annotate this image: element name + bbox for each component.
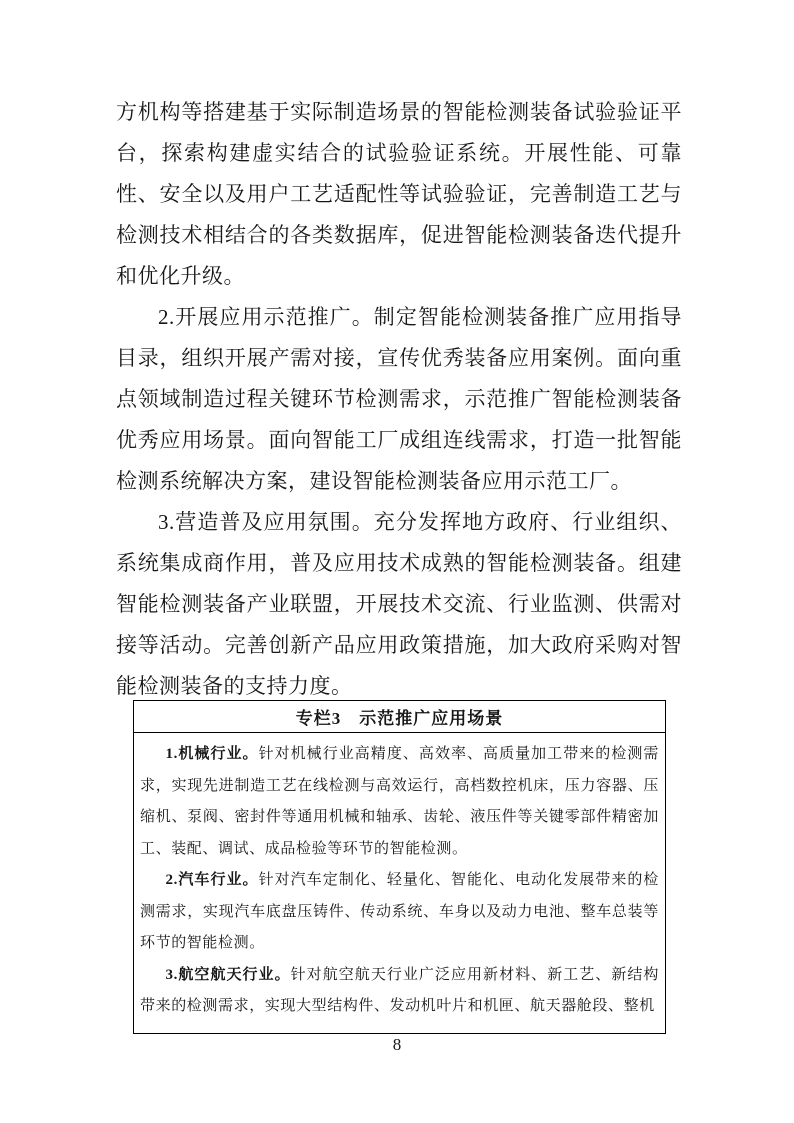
box-item-aerospace <box>140 960 659 1023</box>
box-item-machinery-label: 1.机械行业。 <box>165 746 259 762</box>
box-item-automotive-label: 2.汽车行业。 <box>165 872 259 888</box>
paragraph-continuation: 方机构等搭建基于实际制造场景的智能检测装备试验验证平台，探索构建虚实结合的试验验证系统。开展性能、可靠性、安全以及用户工艺适配性等试验验证，完善制造工艺与检测技术相结合的各类数据库，促进智能检测装备迭代提升和优化升级。 <box>116 100 682 288</box>
paragraph-application-demo: 2.开展应用示范推广。制定智能检测装备推广应用指导目录，组织开展产需对接，宣传优秀装备应用案例。面向重点领域制造过程关键环节检测需求，示范推广智能检测装备优秀应用场景。面向智能工厂成组连线需求，打造一批智能检测系统解决方案，建设智能检测装备应用示范工厂。 <box>116 305 682 493</box>
column-box-title: 专栏3 示范推广应用场景 <box>295 709 504 728</box>
paragraph-popularization: 3.营造普及应用氛围。充分发挥地方政府、行业组织、系统集成商作用，普及应用技术成熟的智能检测装备。组建智能检测装备产业联盟，开展技术交流、行业监测、供需对接等活动。完善创新产品应用政策措施，加大政府采购对智能检测装备的支持力度。 <box>116 510 682 698</box>
page-number: 8 <box>392 1035 402 1054</box>
column-box-header <box>134 701 665 733</box>
body-text <box>116 92 682 707</box>
box-item-aerospace-text: 针对航空航天行业广泛应用新材料、新工艺、新结构带来的检测需求，实现大型结构件、发动机叶片和机匣、航天器舱段、整机 <box>140 966 659 1014</box>
box-item-aerospace-label: 3.航空航天行业。 <box>165 966 291 983</box>
box-item-automotive-text: 针对汽车定制化、轻量化、智能化、电动化发展带来的检测需求，实现汽车底盘压铸件、传动系统、车身以及动力电池、整车总装等环节的智能检测。 <box>140 872 659 951</box>
box-item-automotive <box>140 865 659 960</box>
column-box-body <box>134 733 665 1033</box>
column-3-box <box>133 700 666 1034</box>
box-item-machinery <box>140 739 659 865</box>
box-item-machinery-text: 针对机械行业高精度、高效率、高质量加工带来的检测需求，实现先进制造工艺在线检测与高效运行，高档数控机床，压力容器、压缩机、泵阀、密封件等通用机械和轴承、齿轮、液压件等关键零部件精密加工、装配、调试、成品检验等环节的智能检测。 <box>140 746 659 857</box>
